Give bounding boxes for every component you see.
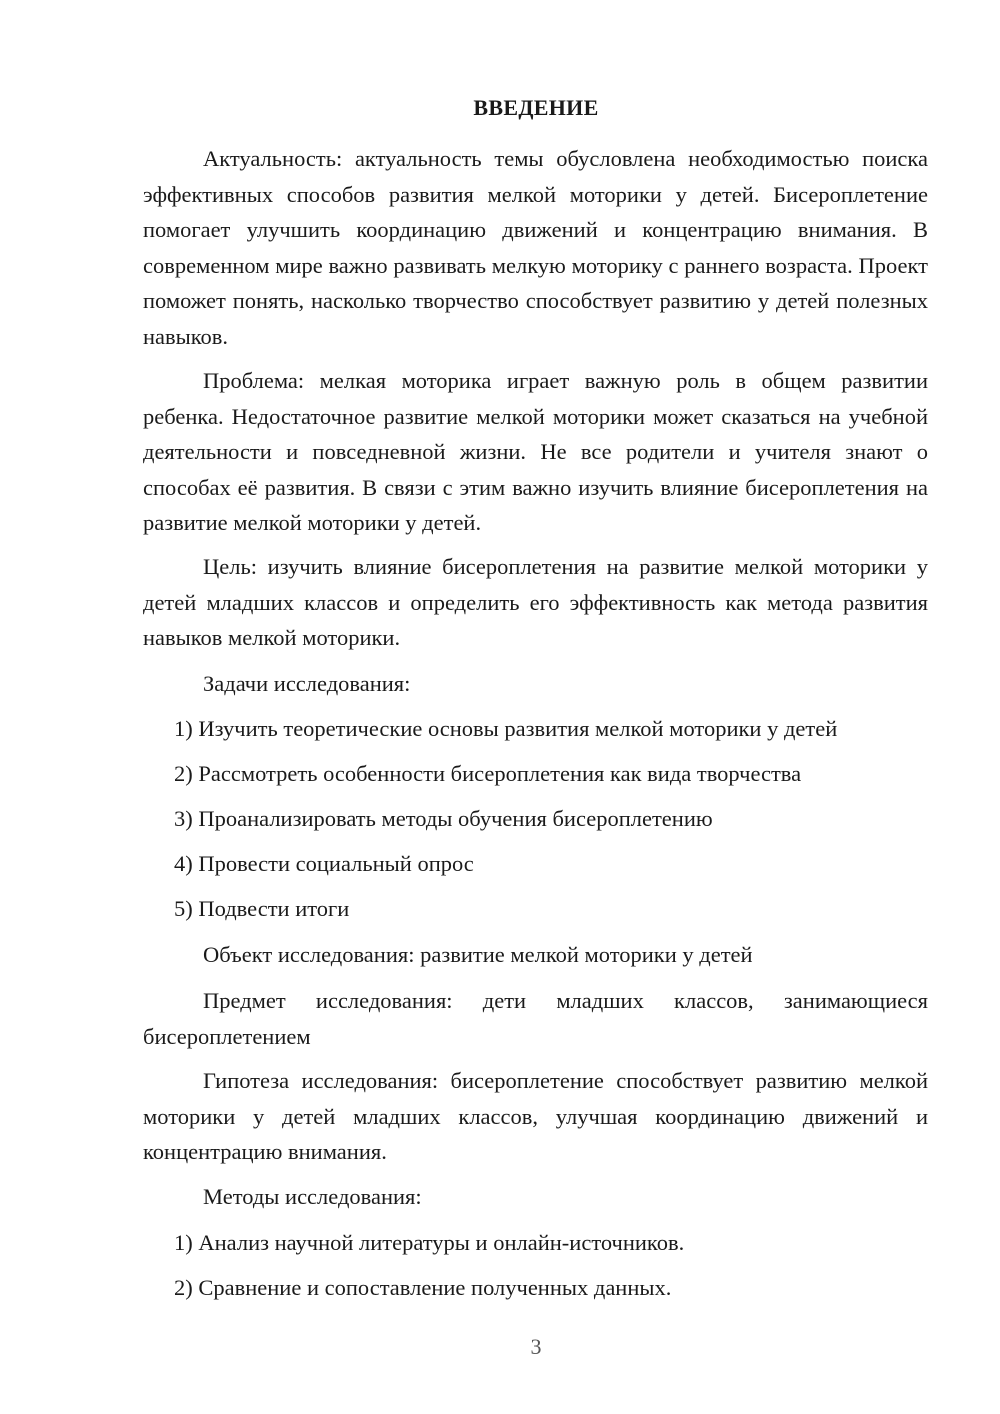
tasks-heading: Задачи исследования: [203,671,411,696]
problem-paragraph: Проблема: мелкая моторика играет важную роль в общем развитии ребенка. Недостаточное развитие мелкой моторики может сказаться на учебной деятельности и повседневной жизни. Не все родители и учителя знают о способах её развития. В связи с этим важно изучить влияние бисероплетения на развитие мелкой моторики у детей. [143,368,928,535]
methods-heading: Методы исследования: [203,1184,422,1209]
task-item-2: 2) Рассмотреть особенности бисероплетения как вида творчества [174,761,802,786]
research-hypothesis: Гипотеза исследования: бисероплетение способствует развитию мелкой моторики у детей младших классов, улучшая координацию движений и концентрацию внимания. [143,1068,928,1164]
relevance-paragraph: Актуальность: актуальность темы обусловлена необходимостью поиска эффективных способов развития мелкой моторики у детей. Бисероплетение помогает улучшить координацию движений и концентрацию внимания. В современном мире важно развивать мелкую моторику с раннего возраста. Проект поможет понять, насколько творчество способствует развитию у детей полезных навыков. [143,146,928,349]
page-number: 3 [530,1334,542,1359]
task-item-5: 5) Подвести итоги [174,896,350,921]
goal-paragraph: Цель: изучить влияние бисероплетения на развитие мелкой моторики у детей младших классов и определить его эффективность как метода развития навыков мелкой моторики. [143,554,928,650]
task-item-1: 1) Изучить теоретические основы развития мелкой моторики у детей [174,716,838,741]
research-object: Объект исследования: развитие мелкой моторики у детей [203,942,753,967]
method-item-2: 2) Сравнение и сопоставление полученных данных. [174,1275,672,1300]
task-item-4: 4) Провести социальный опрос [174,851,474,876]
method-item-1: 1) Анализ научной литературы и онлайн-источников. [174,1230,685,1255]
task-item-3: 3) Проанализировать методы обучения бисероплетению [174,806,713,831]
research-subject: Предмет исследования: дети младших классов, занимающиеся бисероплетением [143,988,928,1049]
section-title: ВВЕДЕНИЕ [473,95,599,120]
